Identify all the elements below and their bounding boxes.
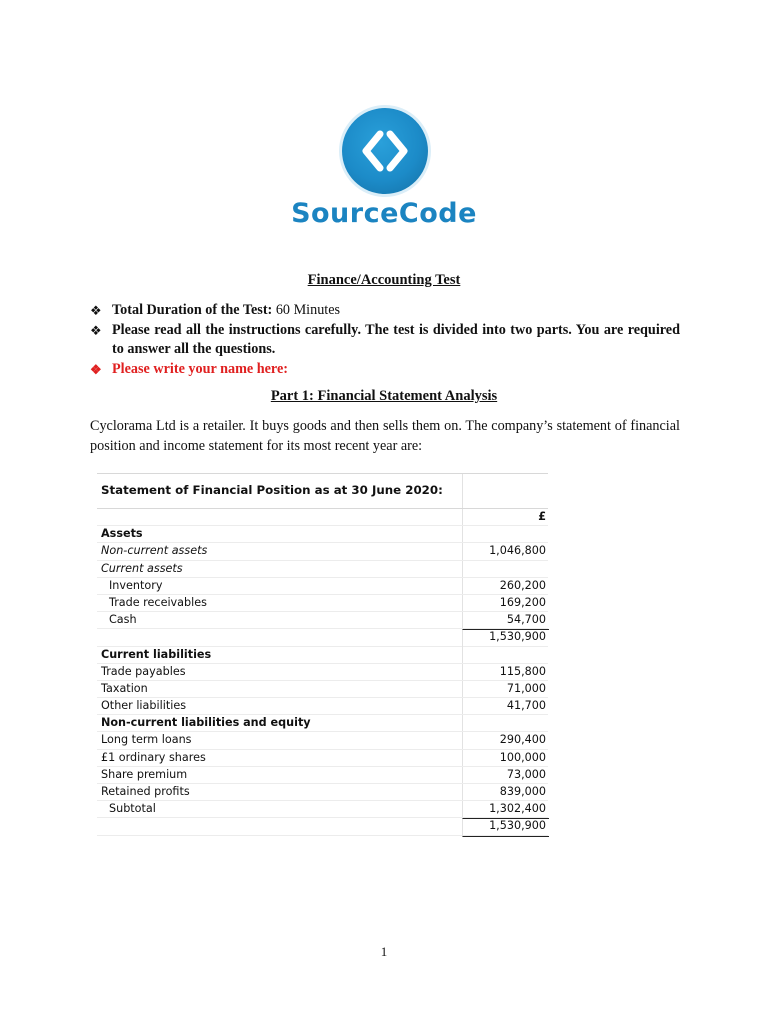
row-value: 73,000 — [506, 767, 546, 781]
instructions-list — [90, 301, 680, 380]
currency-symbol: £ — [538, 510, 546, 523]
instruction-text: Please read all the instructions carefully. The test is divided into two parts. You are required to answer all the questions. — [112, 322, 680, 357]
row-label: Trade payables — [101, 664, 186, 678]
table-row — [97, 767, 548, 784]
financial-position-table — [97, 473, 548, 836]
table-row — [97, 664, 548, 681]
table-title: Statement of Financial Position as at 30 June 2020: — [101, 483, 443, 497]
row-label: Retained profits — [101, 785, 190, 798]
row-label: Trade receivables — [109, 595, 207, 609]
row-label: Other liabilities — [101, 699, 187, 713]
diamond-bullet-icon: ❖ — [90, 323, 102, 338]
table-row — [97, 681, 548, 698]
row-label: Subtotal — [109, 802, 156, 816]
row-label: Current liabilities — [101, 647, 212, 661]
part1-intro: Cyclorama Ltd is a retailer. It buys goods and then sells them on. The company’s statement of financial position and income statement for its most recent year are: — [90, 418, 680, 454]
instruction-name — [90, 360, 680, 379]
row-value: 54,700 — [506, 613, 546, 627]
instruction-duration — [90, 301, 680, 320]
table-row — [97, 784, 548, 801]
table-row — [97, 715, 548, 732]
row-label: Non-current liabilities and equity — [101, 716, 311, 730]
diamond-bullet-icon: ❖ — [90, 303, 102, 318]
row-value: 71,000 — [506, 681, 546, 695]
instruction-value: 60 Minutes — [272, 302, 341, 318]
row-value: 100,000 — [499, 750, 546, 764]
instruction-name-text: Please write your name here: — [112, 361, 288, 377]
row-label: Cash — [109, 613, 137, 627]
row-label: Share premium — [101, 767, 188, 781]
row-value: 169,200 — [499, 595, 546, 609]
row-label: £1 ordinary shares — [101, 750, 206, 764]
instruction-label: Total Duration of the Test: — [112, 302, 273, 318]
logo-text: SourceCode — [291, 198, 477, 229]
table-row — [97, 647, 548, 664]
table-row — [97, 750, 548, 767]
row-value: 41,700 — [506, 699, 546, 713]
table-row — [97, 612, 548, 629]
table-row — [97, 543, 548, 560]
instruction-read — [90, 321, 680, 359]
table-row — [97, 801, 548, 818]
table-body — [97, 526, 548, 835]
table-row — [97, 595, 548, 612]
row-value: 1,530,900 — [489, 819, 546, 833]
row-value: 1,302,400 — [489, 802, 546, 816]
currency-row — [97, 509, 548, 526]
diamond-bullet-icon: ❖ — [90, 362, 102, 377]
part1-title: Part 1: Financial Statement Analysis — [270, 388, 498, 404]
row-value: 260,200 — [499, 578, 546, 592]
row-value: 290,400 — [499, 733, 546, 747]
table-title-row — [97, 474, 548, 509]
row-label: Current assets — [101, 561, 183, 575]
row-value: 115,800 — [499, 664, 546, 678]
table-row — [97, 818, 548, 835]
row-label: Assets — [101, 527, 143, 541]
row-value: 1,046,800 — [489, 544, 546, 558]
table-row — [97, 732, 548, 749]
table-row — [97, 526, 548, 543]
row-value: 1,530,900 — [489, 630, 546, 644]
table-row — [97, 578, 548, 595]
table-row — [97, 629, 548, 646]
test-title: Finance/Accounting Test — [307, 272, 461, 288]
row-label: Taxation — [101, 681, 148, 695]
row-value: 839,000 — [499, 785, 546, 798]
page-number: 1 — [380, 944, 388, 959]
table-row — [97, 561, 548, 578]
sourcecode-logo — [0, 108, 768, 238]
row-label: Inventory — [109, 578, 163, 592]
row-label: Non-current assets — [101, 544, 208, 558]
code-brackets-icon — [342, 108, 428, 194]
table-row — [97, 698, 548, 715]
row-label: Long term loans — [101, 733, 192, 747]
